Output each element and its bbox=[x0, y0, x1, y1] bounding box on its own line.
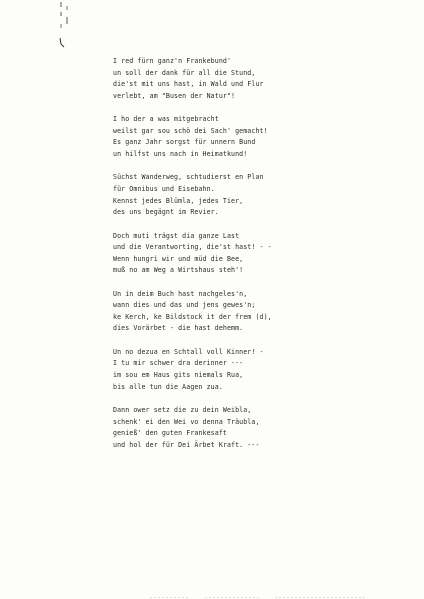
stanza bbox=[113, 289, 413, 335]
stanza bbox=[113, 405, 413, 451]
poem-line: un soll der dank für all die Stund, bbox=[113, 68, 256, 77]
poem-line: dies Vorärbet - die hast dehemm. bbox=[113, 324, 244, 333]
stanza bbox=[113, 114, 413, 160]
poem-line: schenk' ei den Wei vo denna Träubla, bbox=[113, 417, 260, 426]
stanza bbox=[113, 347, 413, 393]
poem-line: Wenn hungri wir und müd die Bee, bbox=[113, 254, 244, 263]
poem-line: Dann ower setz die zu dein Weibla, bbox=[113, 406, 252, 415]
stanza bbox=[113, 56, 413, 102]
poem-line: und hol der für Dei Ärbet Kraft. --- bbox=[113, 440, 260, 449]
poem-line: Un no dezua en Schtall voll Kinner! - bbox=[113, 347, 264, 356]
poem-line: Süchst Wanderweg, schtudierst en Plan bbox=[113, 173, 264, 182]
poem-line: im sou em Haus gits niemals Rua, bbox=[113, 371, 244, 380]
poem-line: wann dies und das und jens gewes'n; bbox=[113, 301, 256, 310]
poem-line: weilst gar sou schö dei Sach' gemacht! bbox=[113, 126, 268, 135]
poem-line: Es ganz Jahr sorgst für unnern Bund bbox=[113, 138, 256, 147]
poem-line: ke Kerch, ke Bildstock it der frem (d), bbox=[113, 312, 272, 321]
stanza bbox=[113, 231, 413, 277]
poem-line: un hilfst uns nach in Heimatkund! bbox=[113, 149, 248, 158]
poem-line: muß no am Weg a Wirtshaus steh'! bbox=[113, 266, 244, 275]
poem-line: die'st mit uns hast, in Wald und Flur bbox=[113, 80, 264, 89]
margin-punch-marks bbox=[56, 0, 76, 50]
poem-line: und die Verantworting, die'st hast! - - bbox=[113, 243, 272, 252]
poem-line: I red fürn ganz'n Frankebund' bbox=[113, 57, 232, 65]
poem-line: verlebt, am "Busen der Natur"! bbox=[113, 91, 236, 100]
poem-line: Kennst jedes Blümla, jedes Tier, bbox=[113, 196, 244, 205]
poem-line: Un in deim Buch hast nachgeles'n, bbox=[113, 289, 248, 298]
poem-line: Doch muti trägst dia ganze Last bbox=[113, 231, 240, 240]
poem-line: des uns begägnt im Revier. bbox=[113, 208, 219, 217]
poem-line: genieß' den guten Frankesaft bbox=[113, 429, 227, 438]
poem-text bbox=[113, 56, 413, 463]
poem-line: I tu mir schwer dra derinner --- bbox=[113, 359, 244, 368]
poem-line: I ho der a was mitgebracht bbox=[113, 115, 219, 124]
poem-line: für Omnibus und Eisebahn. bbox=[113, 184, 215, 193]
poem-line: bis alle tun die Aagen zua. bbox=[113, 382, 223, 391]
stanza bbox=[113, 172, 413, 218]
